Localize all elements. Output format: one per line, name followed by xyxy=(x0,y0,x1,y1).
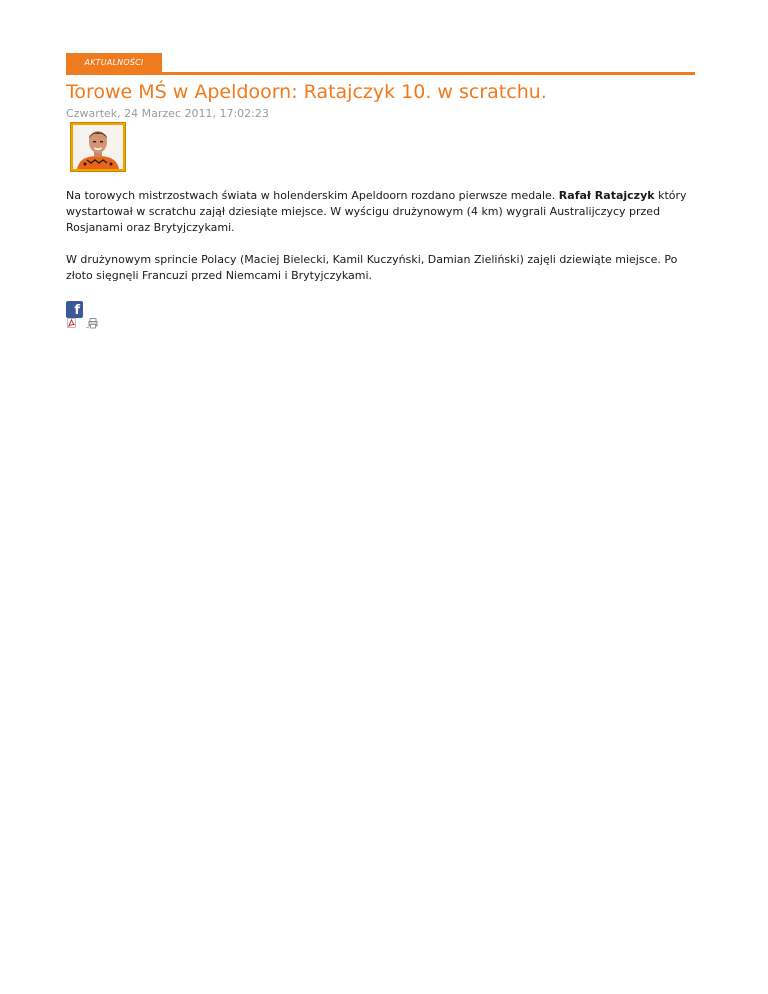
rider-portrait-icon xyxy=(73,125,123,169)
category-tab[interactable]: AKTUALNOŚCI xyxy=(66,53,162,73)
article-body xyxy=(66,188,696,300)
rider-photo-frame xyxy=(70,122,126,172)
article-paragraph-2: W drużynowym sprincie Polacy (Maciej Bielecki, Kamil Kuczyński, Damian Zieliński) zajęli dziewiąte miejsce. Po złoto sięgnęli Francuzi przed Niemcami i Brytyjczykami. xyxy=(66,253,678,282)
paragraph-1-text-end: który wystartował w scratchu zajął dziesiąte miejsce. W wyścigu drużynowym (4 km) wygrali Australijczycy przed Rosjanami oraz Brytyjczykami. xyxy=(66,189,687,234)
rider-photo xyxy=(73,125,123,169)
rider-name: Rafał Ratajczyk xyxy=(558,189,655,202)
article-title: Torowe MŚ w Apeldoorn: Ratajczyk 10. w scratchu. xyxy=(66,81,547,103)
facebook-icon: f xyxy=(74,303,80,318)
article-paragraph-1 xyxy=(66,188,696,236)
print-icon[interactable] xyxy=(86,318,98,329)
paragraph-1-text-start: Na torowych mistrzostwach świata w holenderskim Apeldoorn rozdano pierwsze medale. xyxy=(66,189,559,202)
facebook-share-button[interactable] xyxy=(66,301,83,318)
category-divider xyxy=(66,72,695,75)
pdf-icon[interactable] xyxy=(67,318,76,328)
article-date: Czwartek, 24 Marzec 2011, 17:02:23 xyxy=(66,107,269,120)
